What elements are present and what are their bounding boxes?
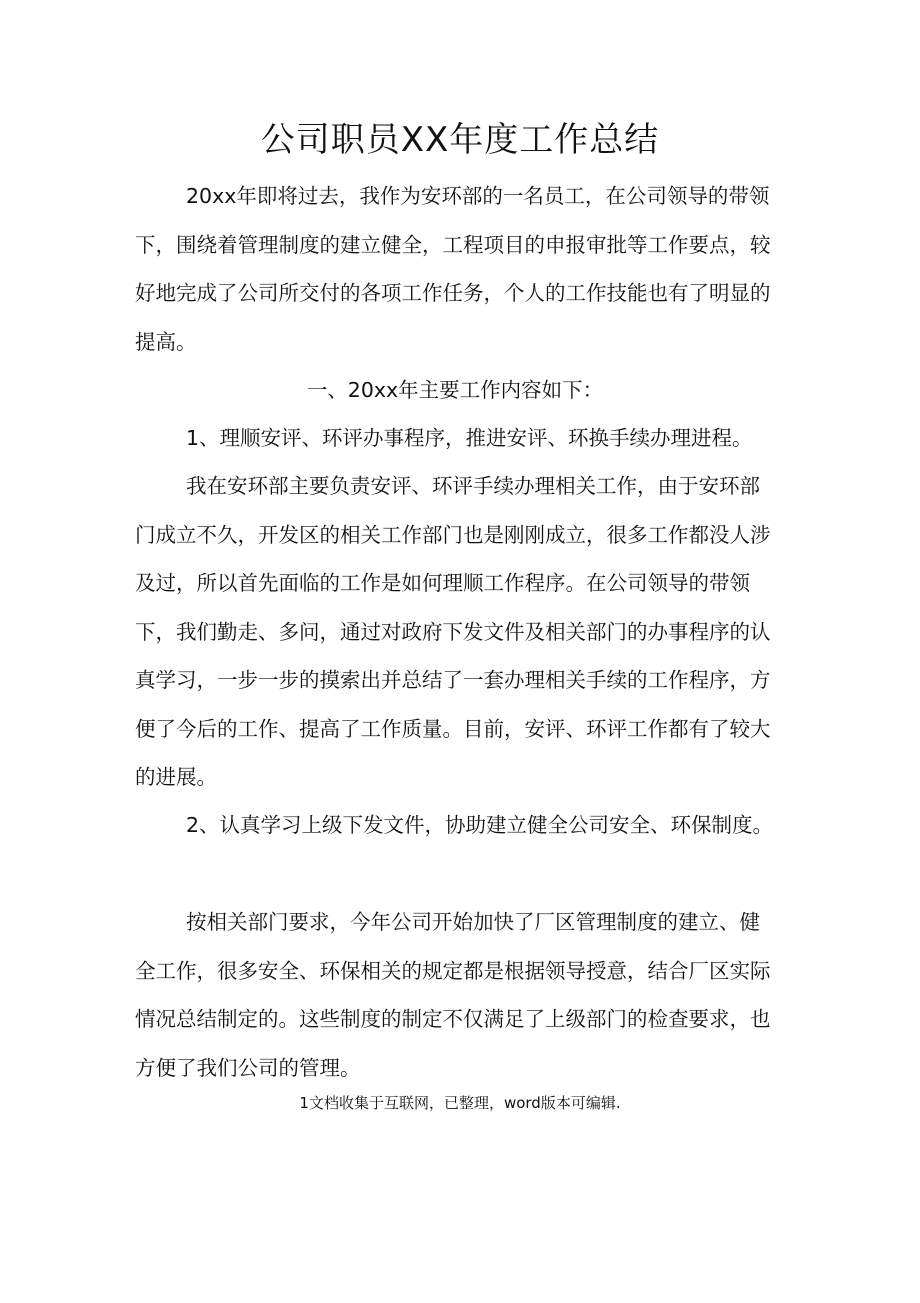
intro-paragraph: 20xx年即将过去，我作为安环部的一名员工，在公司领导的带领下，围绕着管理制度的建立健全，工程项目的申报审批等工作要点，较好地完成了公司所交付的各项工作任务，个人的工作技能也有了明显的提高。 bbox=[135, 184, 771, 354]
document-title: 公司职员XX年度工作总结 bbox=[260, 120, 660, 160]
item1-heading: 1、理顺安评、环评办事程序，推进安评、环换手续办理进程。 bbox=[186, 426, 753, 450]
item1-body: 我在安环部主要负责安评、环评手续办理相关工作，由于安环部门成立不久，开发区的相关工作部门也是刚刚成立，很多工作都没人涉及过，所以首先面临的工作是如何理顺工作程序。在公司领导的带领下，我们勤走、多问，通过对政府下发文件及相关部门的办事程序的认真学习，一步一步的摸索出并总结了一套办理相关手续的工作程序，方便了今后的工作、提高了工作质量。目前，安评、环评工作都有了较大的进展。 bbox=[135, 474, 771, 789]
item2-body: 按相关部门要求，今年公司开始加快了厂区管理制度的建立、健全工作，很多安全、环保相关的规定都是根据领导授意，结合厂区实际情况总结制定的。这些制度的制定不仅满足了上级部门的检查要求，也方便了我们公司的管理。 bbox=[135, 910, 771, 1080]
page-footer-note: 1文档收集于互联网，已整理，word版本可编辑. bbox=[299, 1094, 621, 1112]
section-heading: 一、20xx年主要工作内容如下： bbox=[306, 378, 604, 402]
item2-heading: 2、认真学习上级下发文件，协助建立健全公司安全、环保制度。 bbox=[186, 813, 774, 837]
